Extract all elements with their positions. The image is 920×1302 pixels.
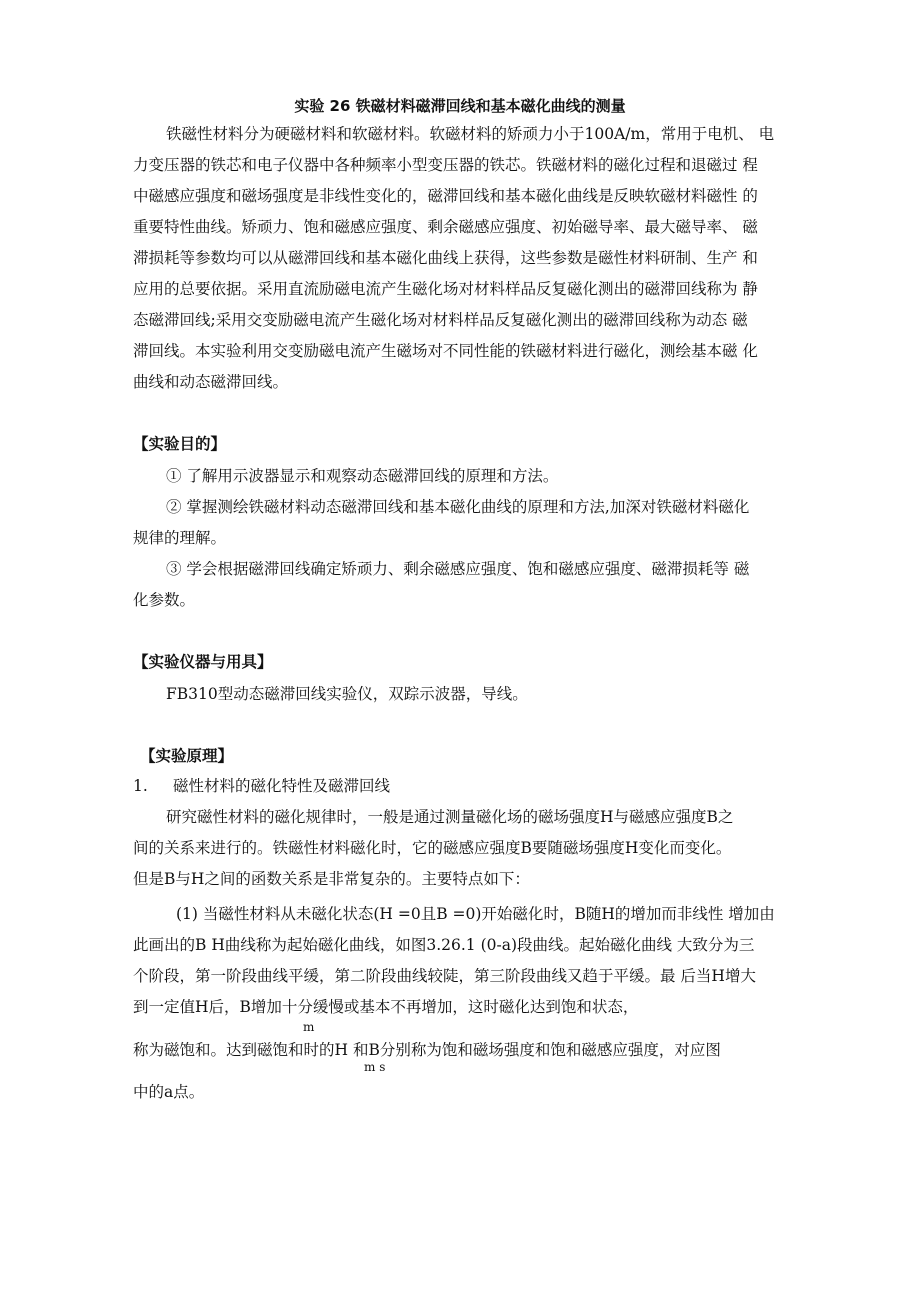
purpose-item: 化参数。	[133, 591, 196, 609]
intro-line: 态磁滞回线;采用交变励磁电流产生磁化场对材料样品反复磁化测出的磁滞回线称为动态 磁	[133, 311, 748, 329]
principle-line: 此画出的B H曲线称为起始磁化曲线，如图3.26.1 (0-a)段曲线。起始磁化曲线 大致分为三	[133, 936, 755, 954]
principle-line: 中的a点。	[133, 1083, 205, 1101]
intro-line: 应用的总要依据。采用直流励磁电流产生磁化场对材料样品反复磁化测出的磁滞回线称为 静	[133, 280, 758, 298]
page-title: 实验 26 铁磁材料磁滞回线和基本磁化曲线的测量	[294, 97, 626, 115]
principle-line: 个阶段，第一阶段曲线平缓，第二阶段曲线较陡，第三阶段曲线又趋于平缓。最 后当H增大	[133, 967, 756, 985]
principle-heading: 【实验原理】	[140, 747, 234, 765]
principle-line: 称为磁饱和。达到磁饱和时的H 和B分别称为饱和磁场强度和饱和磁感应强度，对应图	[133, 1041, 721, 1059]
intro-line: 滞回线。本实验利用交变励磁电流产生磁场对不同性能的铁磁材料进行磁化，测绘基本磁 化	[133, 342, 758, 360]
purpose-item: ③ 学会根据磁滞回线确定矫顽力、剩余磁感应强度、饱和磁感应强度、磁滞损耗等 磁	[166, 560, 750, 578]
purpose-item: ② 掌握测绘铁磁材料动态磁滞回线和基本磁化曲线的原理和方法,加深对铁磁材料磁化	[166, 498, 750, 516]
intro-line: 滞损耗等参数均可以从磁滞回线和基本磁化曲线上获得，这些参数是磁性材料研制、生产 和	[133, 249, 758, 267]
purpose-item: ① 了解用示波器显示和观察动态磁滞回线的原理和方法。	[166, 467, 559, 485]
purpose-heading: 【实验目的】	[133, 435, 227, 453]
intro-line: 铁磁性材料分为硬磁材料和软磁材料。软磁材料的矫顽力小于100A/m，常用于电机、 电	[166, 125, 775, 143]
section-title: 磁性材料的磁化特性及磁滞回线	[173, 777, 391, 795]
section-number: 1.	[133, 777, 148, 795]
intro-line: 力变压器的铁芯和电子仪器中各种频率小型变压器的铁芯。铁磁材料的磁化过程和退磁过 程	[133, 156, 758, 174]
principle-line: (1) 当磁性材料从未磁化状态(H =0且B =0)开始磁化时，B随H的增加而非线性 增加由	[176, 905, 775, 923]
instruments-heading: 【实验仪器与用具】	[133, 653, 273, 671]
purpose-item: 规律的理解。	[133, 529, 227, 547]
intro-line: 中磁感应强度和磁场强度是非线性变化的，磁滞回线和基本磁化曲线是反映软磁材料磁性 的	[133, 187, 758, 205]
principle-line: 但是B与H之间的函数关系是非常复杂的。主要特点如下：	[133, 870, 530, 888]
intro-line: 重要特性曲线。矫顽力、饱和磁感应强度、剩余磁感应强度、初始磁导率、最大磁导率、 磁	[133, 218, 758, 236]
subscript-ms: m s	[364, 1060, 386, 1074]
subscript-m: m	[303, 1020, 315, 1034]
principle-line: 到一定值H后，B增加十分缓慢或基本不再增加，这时磁化达到饱和状态，	[133, 998, 639, 1016]
instruments-text: FB310型动态磁滞回线实验仪，双踪示波器，导线。	[166, 685, 528, 703]
principle-line: 研究磁性材料的磁化规律时，一般是通过测量磁化场的磁场强度H与磁感应强度B之	[166, 808, 734, 826]
intro-line: 曲线和动态磁滞回线。	[133, 373, 289, 391]
principle-line: 间的关系来进行的。铁磁性材料磁化时，它的磁感应强度B要随磁场强度H变化而变化。	[133, 839, 732, 857]
